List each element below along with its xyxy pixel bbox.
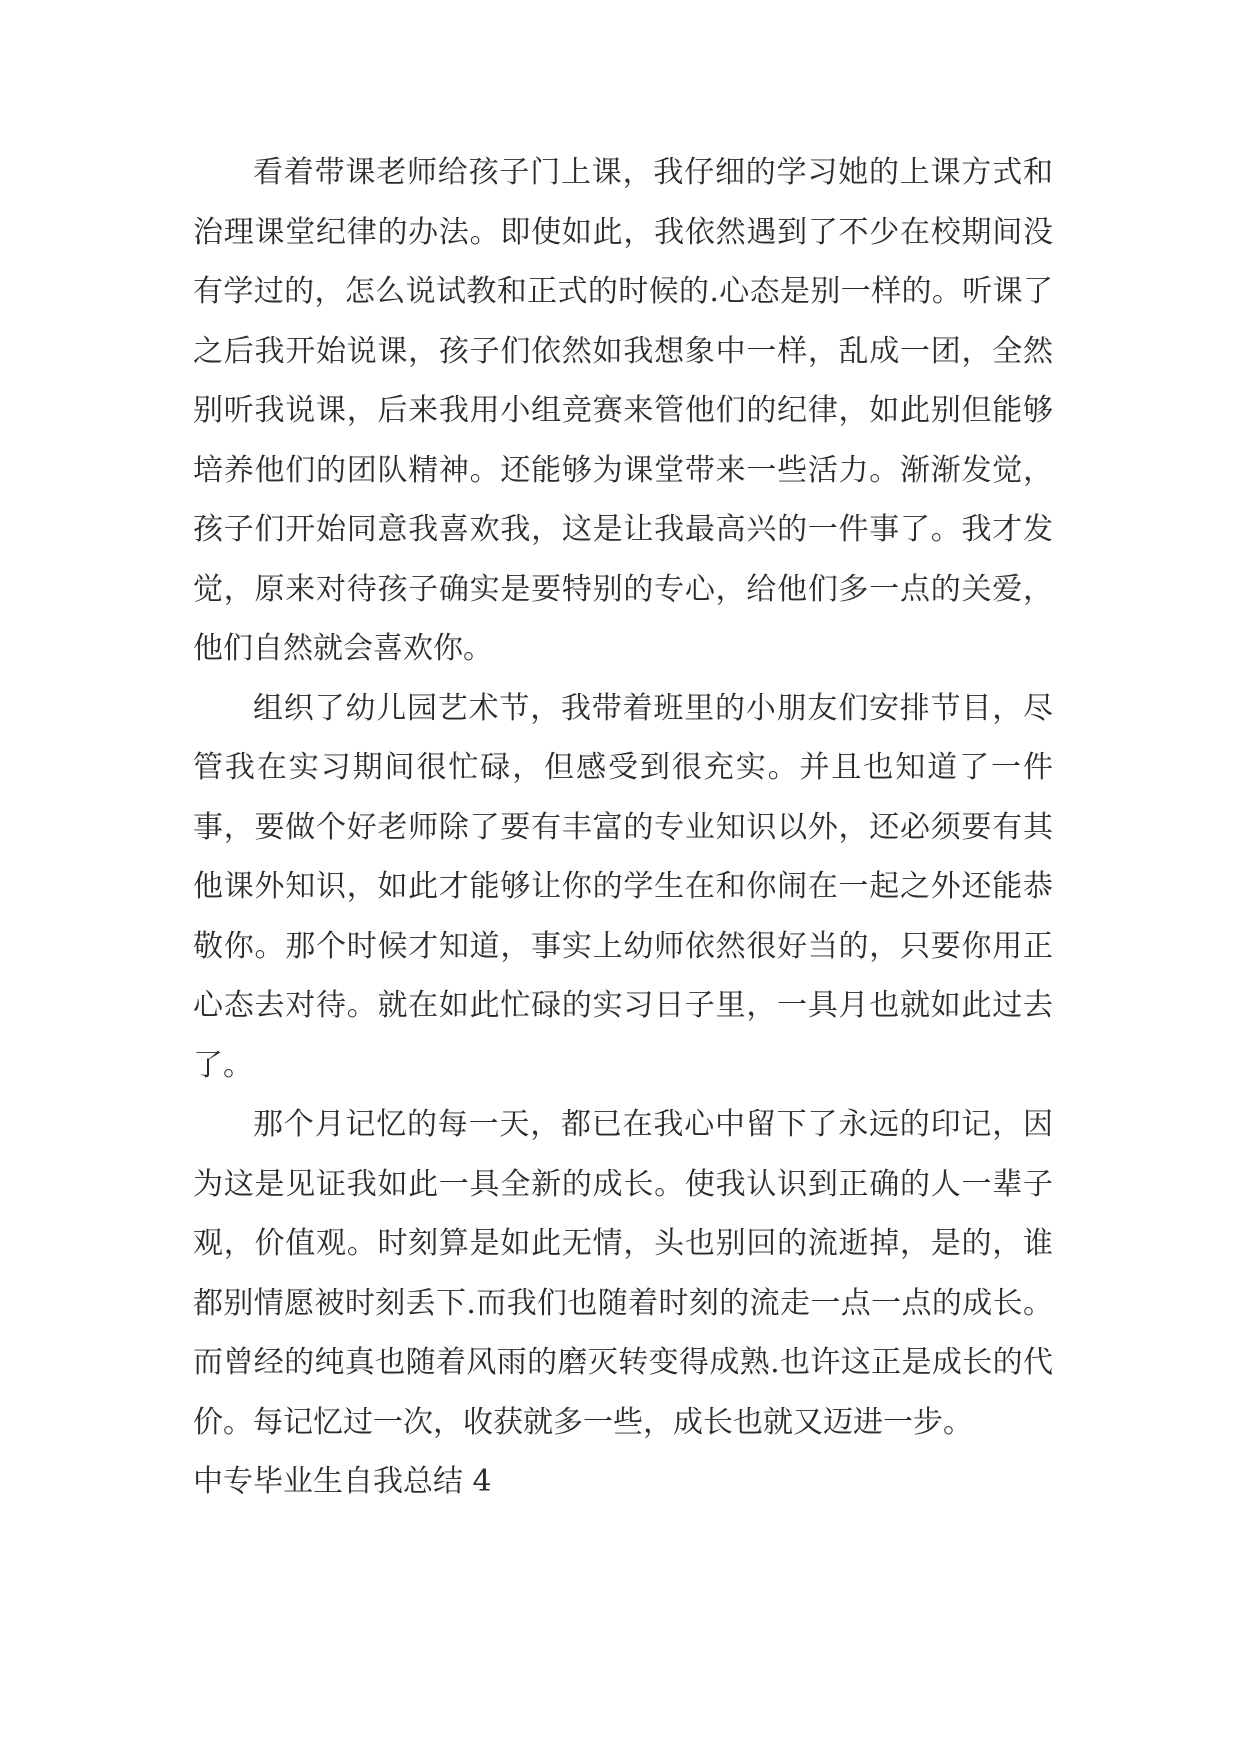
section-heading: 中专毕业生自我总结 4 — [193, 1464, 492, 1499]
document-page — [193, 143, 1053, 1512]
paragraph-reflection: 那个月记忆的每一天，都已在我心中留下了永远的印记，因为这是见证我如此一具全新的成长。使我认识到正确的人一辈子观，价值观。时刻算是如此无情，头也别回的流逝掉，是的，谁都别情愿被时刻丢下.而我们也随着时刻的流走一点一点的成长。而曾经的纯真也随着风雨的磨灭转变得成熟.也许这正是成长的代价。每记忆过一次，收获就多一些，成长也就又迈进一步。 — [193, 1107, 1053, 1440]
paragraph-art-festival: 组织了幼儿园艺术节，我带着班里的小朋友们安排节目，尽管我在实习期间很忙碌，但感受到很充实。并且也知道了一件事，要做个好老师除了要有丰富的专业知识以外，还必须要有其他课外知识，如此才能够让你的学生在和你闹在一起之外还能恭敬你。那个时候才知道，事实上幼师依然很好当的，只要你用正心态去对待。就在如此忙碌的实习日子里，一具月也就如此过去了。 — [193, 690, 1053, 1083]
paragraph-teaching-practice: 看着带课老师给孩子门上课，我仔细的学习她的上课方式和治理课堂纪律的办法。即使如此，我依然遇到了不少在校期间没有学过的，怎么说试教和正式的时候的.心态是别一样的。听课了之后我开始说课，孩子们依然如我想象中一样，乱成一团，全然别听我说课，后来我用小组竞赛来管他们的纪律，如此别但能够培养他们的团队精神。还能够为课堂带来一些活力。渐渐发觉，孩子们开始同意我喜欢我，这是让我最高兴的一件事了。我才发觉，原来对待孩子确实是要特别的专心，给他们多一点的关爱，他们自然就会喜欢你。 — [193, 155, 1053, 666]
